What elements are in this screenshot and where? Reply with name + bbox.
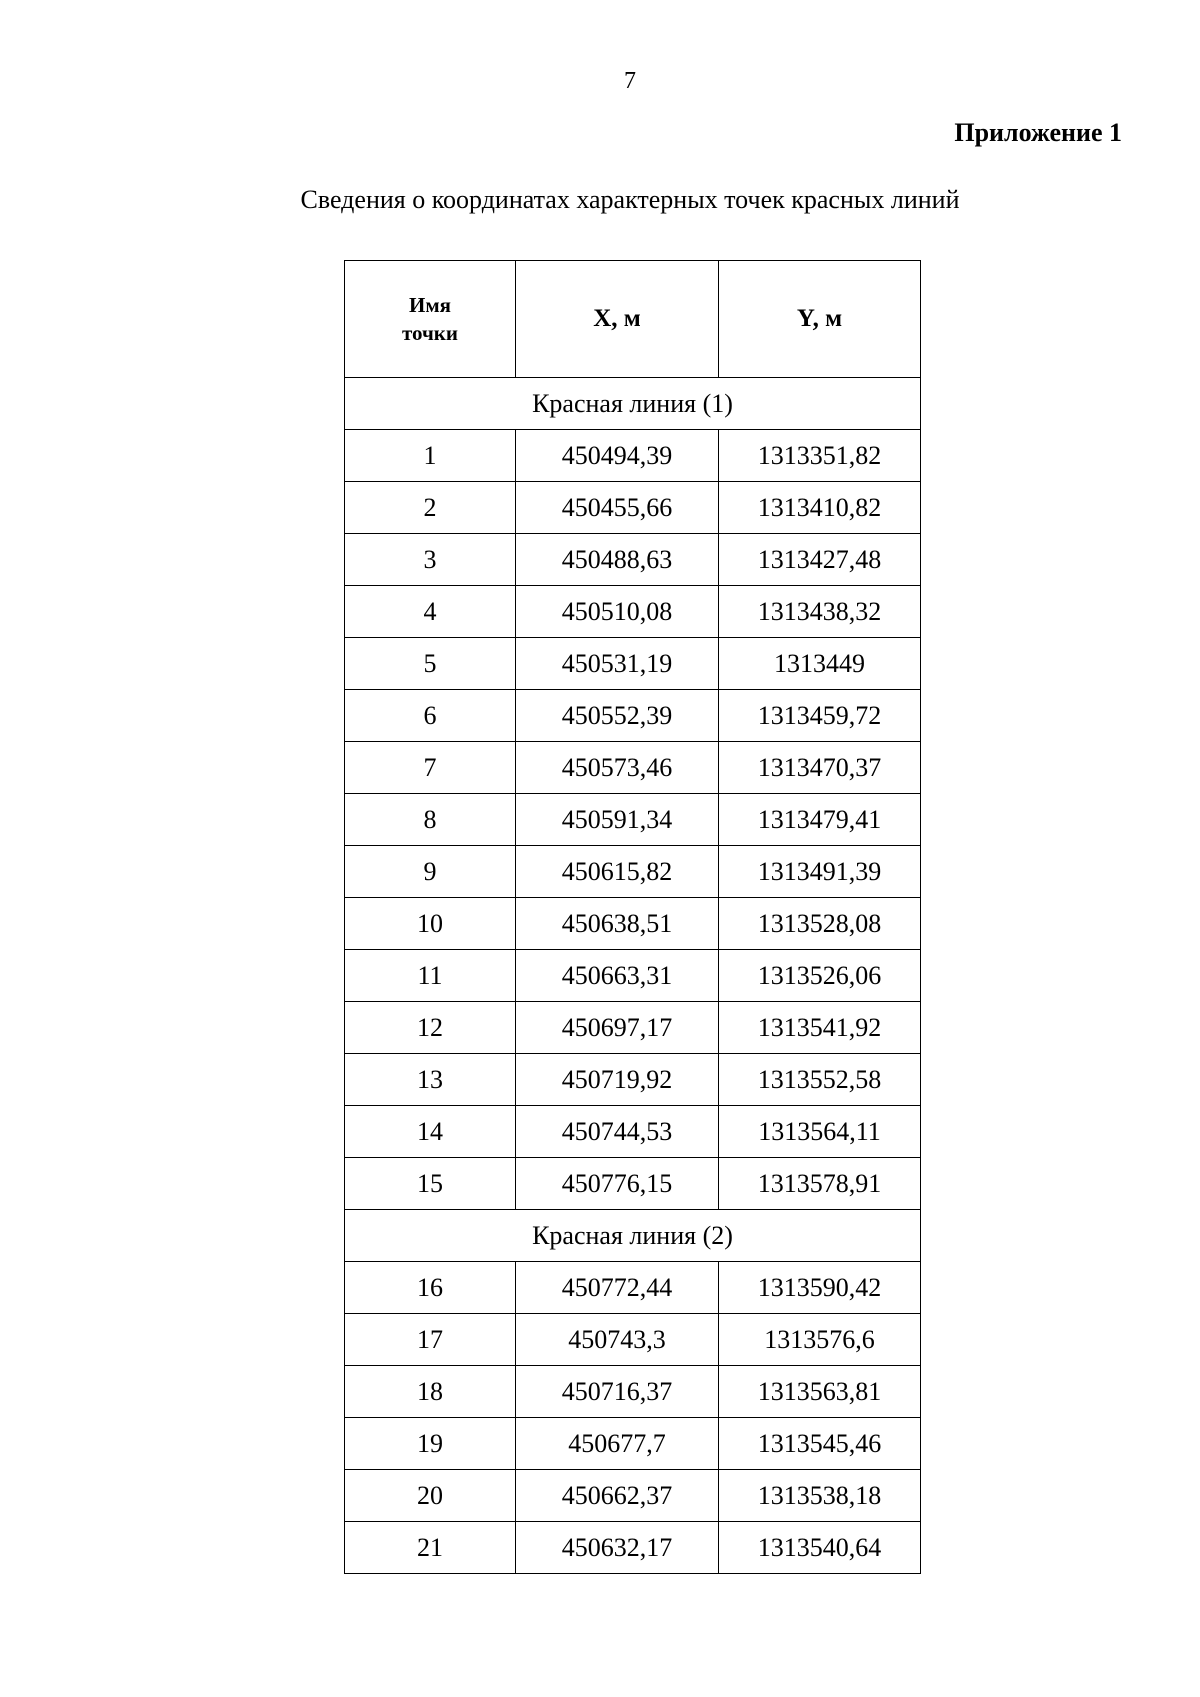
cell-x: 450494,39 — [516, 430, 719, 482]
cell-y: 1313459,72 — [719, 690, 921, 742]
cell-y: 1313438,32 — [719, 586, 921, 638]
cell-y: 1313449 — [719, 638, 921, 690]
coordinates-table — [344, 260, 921, 1574]
cell-y: 1313578,91 — [719, 1158, 921, 1210]
cell-point-name: 13 — [345, 1054, 516, 1106]
cell-y: 1313590,42 — [719, 1262, 921, 1314]
cell-point-name: 4 — [345, 586, 516, 638]
cell-point-name: 6 — [345, 690, 516, 742]
cell-x: 450719,92 — [516, 1054, 719, 1106]
cell-x: 450510,08 — [516, 586, 719, 638]
section-row — [345, 1210, 921, 1262]
table-row — [345, 430, 921, 482]
header-point-name-line2: точки — [401, 321, 459, 345]
cell-x: 450716,37 — [516, 1366, 719, 1418]
table-row — [345, 1054, 921, 1106]
header-y: Y, м — [719, 261, 921, 378]
cell-point-name: 2 — [345, 482, 516, 534]
cell-y: 1313479,41 — [719, 794, 921, 846]
cell-x: 450531,19 — [516, 638, 719, 690]
table-row — [345, 742, 921, 794]
cell-y: 1313541,92 — [719, 1002, 921, 1054]
cell-point-name: 20 — [345, 1470, 516, 1522]
cell-point-name: 21 — [345, 1522, 516, 1574]
cell-point-name: 17 — [345, 1314, 516, 1366]
cell-y: 1313564,11 — [719, 1106, 921, 1158]
section-row — [345, 378, 921, 430]
cell-y: 1313576,6 — [719, 1314, 921, 1366]
cell-x: 450488,63 — [516, 534, 719, 586]
cell-point-name: 10 — [345, 898, 516, 950]
cell-point-name: 14 — [345, 1106, 516, 1158]
table-header — [345, 261, 921, 378]
cell-x: 450677,7 — [516, 1418, 719, 1470]
cell-x: 450662,37 — [516, 1470, 719, 1522]
cell-y: 1313545,46 — [719, 1418, 921, 1470]
page-number: 7 — [624, 68, 636, 94]
cell-point-name: 8 — [345, 794, 516, 846]
cell-y: 1313491,39 — [719, 846, 921, 898]
table-row — [345, 586, 921, 638]
cell-y: 1313526,06 — [719, 950, 921, 1002]
cell-y: 1313528,08 — [719, 898, 921, 950]
cell-point-name: 18 — [345, 1366, 516, 1418]
table-row — [345, 1522, 921, 1574]
cell-point-name: 12 — [345, 1002, 516, 1054]
header-point-name-line1: Имя — [409, 293, 451, 317]
cell-x: 450663,31 — [516, 950, 719, 1002]
cell-y: 1313427,48 — [719, 534, 921, 586]
table-row — [345, 1470, 921, 1522]
cell-y: 1313563,81 — [719, 1366, 921, 1418]
cell-point-name: 5 — [345, 638, 516, 690]
cell-point-name: 15 — [345, 1158, 516, 1210]
header-x: X, м — [516, 261, 719, 378]
cell-point-name: 9 — [345, 846, 516, 898]
header-row — [345, 261, 921, 378]
cell-x: 450573,46 — [516, 742, 719, 794]
cell-point-name: 1 — [345, 430, 516, 482]
cell-y: 1313410,82 — [719, 482, 921, 534]
cell-y: 1313538,18 — [719, 1470, 921, 1522]
table-row — [345, 1106, 921, 1158]
cell-x: 450697,17 — [516, 1002, 719, 1054]
table-row — [345, 1158, 921, 1210]
cell-x: 450552,39 — [516, 690, 719, 742]
table-row — [345, 1418, 921, 1470]
cell-x: 450776,15 — [516, 1158, 719, 1210]
cell-y: 1313470,37 — [719, 742, 921, 794]
table-row — [345, 482, 921, 534]
cell-x: 450591,34 — [516, 794, 719, 846]
table-row — [345, 950, 921, 1002]
cell-point-name: 11 — [345, 950, 516, 1002]
table-body — [345, 378, 921, 1574]
table-row — [345, 1314, 921, 1366]
table-row — [345, 846, 921, 898]
cell-y: 1313351,82 — [719, 430, 921, 482]
table-row — [345, 1002, 921, 1054]
section-label: Красная линия (1) — [345, 378, 921, 430]
cell-x: 450632,17 — [516, 1522, 719, 1574]
table-row — [345, 638, 921, 690]
appendix-label: Приложение 1 — [954, 118, 1122, 147]
cell-x: 450744,53 — [516, 1106, 719, 1158]
table-row — [345, 1366, 921, 1418]
table-row — [345, 898, 921, 950]
cell-x: 450455,66 — [516, 482, 719, 534]
cell-point-name: 16 — [345, 1262, 516, 1314]
cell-point-name: 19 — [345, 1418, 516, 1470]
cell-x: 450615,82 — [516, 846, 719, 898]
cell-x: 450772,44 — [516, 1262, 719, 1314]
table-row — [345, 690, 921, 742]
table-row — [345, 794, 921, 846]
cell-x: 450743,3 — [516, 1314, 719, 1366]
cell-y: 1313552,58 — [719, 1054, 921, 1106]
document-title: Сведения о координатах характерных точек красных линий — [300, 185, 960, 214]
cell-y: 1313540,64 — [719, 1522, 921, 1574]
cell-point-name: 7 — [345, 742, 516, 794]
cell-point-name: 3 — [345, 534, 516, 586]
table-row — [345, 534, 921, 586]
section-label: Красная линия (2) — [345, 1210, 921, 1262]
table-row — [345, 1262, 921, 1314]
cell-x: 450638,51 — [516, 898, 719, 950]
header-point-name — [345, 261, 516, 378]
